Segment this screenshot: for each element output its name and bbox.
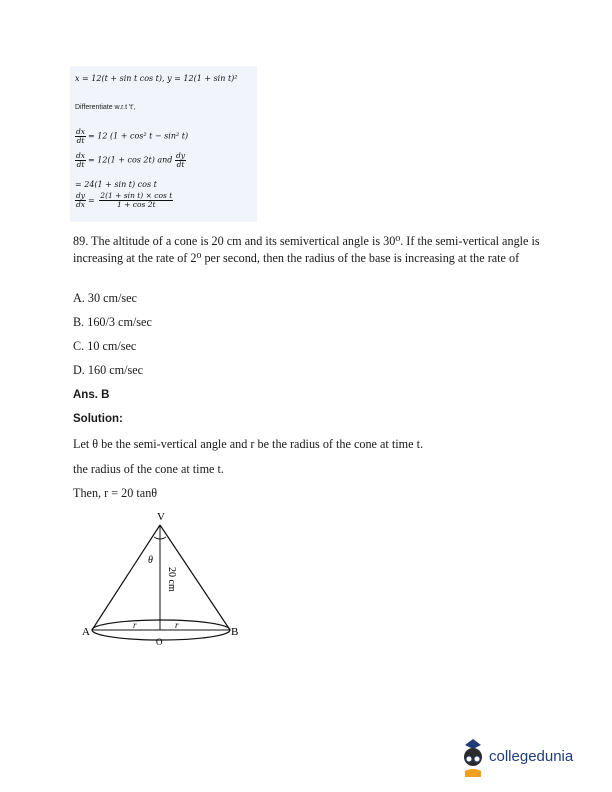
answer-label: Ans. B (73, 389, 110, 401)
dy-dx-fraction: $\frac{dy}{dx}$ (76, 191, 86, 209)
option-b: B. 160/3 cm/sec (73, 315, 152, 329)
vertex-label: V (157, 511, 165, 523)
collegedunia-logo-icon (453, 733, 493, 783)
solution-line-2: the radius of the cone at time t. (73, 462, 224, 476)
point-a-label: A (82, 626, 90, 638)
solution-line-1: Let θ be the semi-vertical angle and r be the radius of the cone at time t. (73, 437, 423, 451)
dy-dt-value: = 24(1 + sin t) cos t (75, 180, 157, 189)
theta-label: θ (148, 555, 153, 566)
solution-label: Solution: (73, 413, 123, 425)
point-b-label: B (231, 626, 239, 638)
dx-dt-fraction-2: $\frac{dx}{dt}$ (76, 151, 86, 169)
param-equations: x = 12(t + sin t cos t), y = 12(1 + sin t)² (75, 74, 238, 83)
option-a: A. 30 cm/sec (73, 291, 137, 305)
cone-left-edge (92, 525, 160, 630)
dy-dx-line: $\frac{dy}{dx}$ = $\frac{\text{2(1 + sin t) × cos t}}{1 + \cos 2t}$ (76, 191, 173, 209)
dy-dt-fraction: $\frac{dy}{dt}$ (175, 151, 186, 169)
height-label: 20 cm (166, 567, 177, 592)
math-derivation-block (70, 66, 257, 222)
dx-dt-line: $\frac{dx}{dt}$ = 12 (1 + cos² t − sin² t) (76, 127, 189, 145)
radius-label-right: r (175, 620, 179, 630)
dy-dx-result-fraction: $\frac{\text{2(1 + sin t) × cos t}}{1 + \cos 2t}$ (100, 191, 173, 209)
option-d: D. 160 cm/sec (73, 363, 144, 377)
question-text: 89. The altitude of a cone is 20 cm and its semivertical angle is 30⁰. If the semi-vertical angle is increasing at the rate of 2⁰ per second, then the radius of the base is increasing at the rate of (73, 234, 540, 265)
radius-label-left: r (133, 620, 137, 630)
collegedunia-logo-text: collegedunia (489, 748, 574, 765)
differentiate-note: Differentiate w.r.t 't', (75, 104, 136, 111)
dx-dt-simplified-line: $\frac{dx}{dt}$ = 12(1 + cos 2t) and $\frac{dy}{dt}$ (76, 151, 186, 169)
dx-dt-fraction: $\frac{dx}{dt}$ (76, 127, 86, 145)
solution-line-3: Then, r = 20 tanθ (73, 486, 158, 500)
center-label: O (156, 637, 163, 647)
option-c: C. 10 cm/sec (73, 339, 137, 353)
cone-diagram (75, 505, 255, 655)
